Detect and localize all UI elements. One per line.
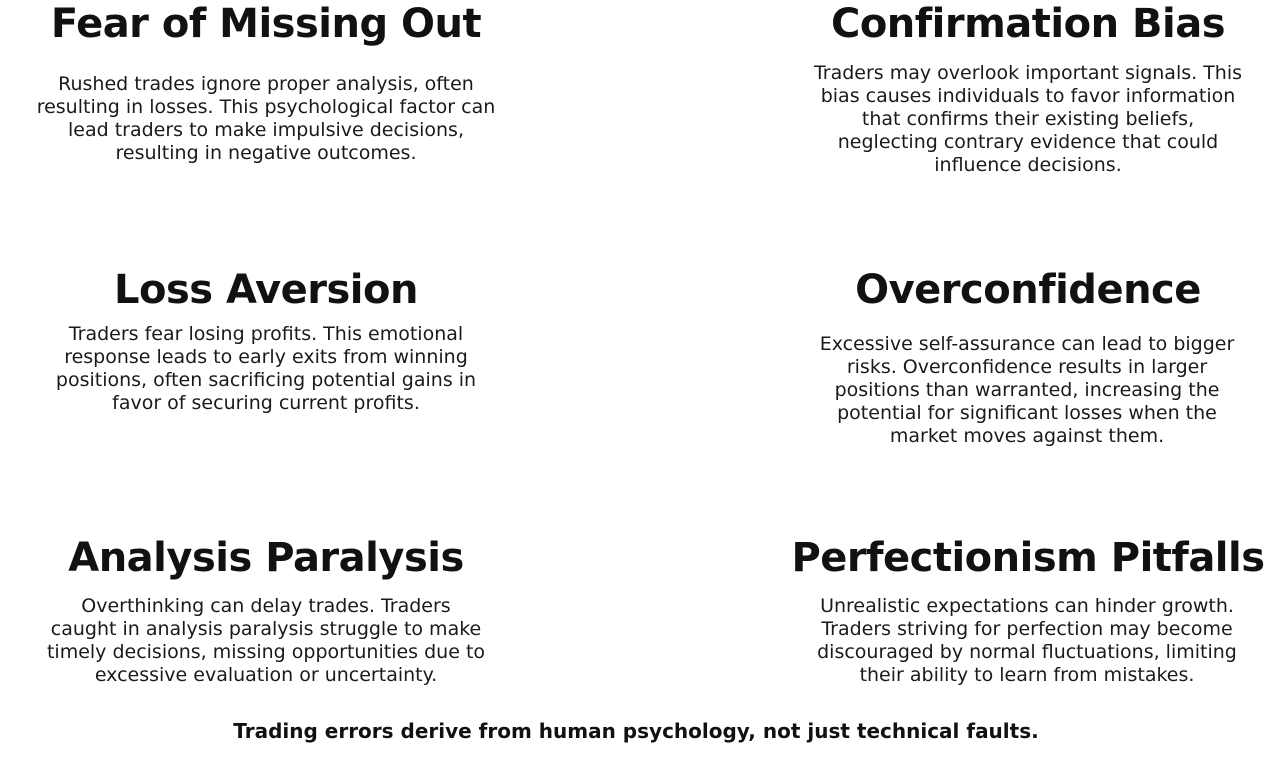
loss-aversion-description: Traders fear losing profits. This emotional response leads to early exits from winning positions, often sacrificing potential gains in favor of securing current profits. xyxy=(55,323,477,414)
fomo-title: Fear of Missing Out xyxy=(50,1,482,47)
overconfidence-description: Excessive self-assurance can lead to bigger risks. Overconfidence results in larger positions than warranted, increasing the potential for significant losses when the market moves against them. xyxy=(819,333,1235,447)
footer-summary: Trading errors derive from human psychology, not just technical faults. xyxy=(233,719,1039,743)
overconfidence-title: Overconfidence xyxy=(855,267,1201,313)
analysis-paralysis-description: Overthinking can delay trades. Traders caught in analysis paralysis struggle to make timely decisions, missing opportunities due to excessive evaluation or uncertainty. xyxy=(46,595,486,686)
perfectionism-pitfalls-title: Perfectionism Pitfalls xyxy=(791,535,1265,581)
confirmation-bias-description: Traders may overlook important signals. This bias causes individuals to favor information that confirms their existing beliefs, neglecting contrary evidence that could influence decisions. xyxy=(813,62,1243,176)
perfectionism-pitfalls-description: Unrealistic expectations can hinder growth. Traders striving for perfection may become discouraged by normal fluctuations, limiting their ability to learn from mistakes. xyxy=(817,595,1237,686)
analysis-paralysis-title: Analysis Paralysis xyxy=(68,535,464,581)
confirmation-bias-title: Confirmation Bias xyxy=(830,1,1226,47)
fomo-description: Rushed trades ignore proper analysis, often resulting in losses. This psychological factor can lead traders to make impulsive decisions, resulting in negative outcomes. xyxy=(36,73,496,164)
loss-aversion-title: Loss Aversion xyxy=(114,267,418,313)
